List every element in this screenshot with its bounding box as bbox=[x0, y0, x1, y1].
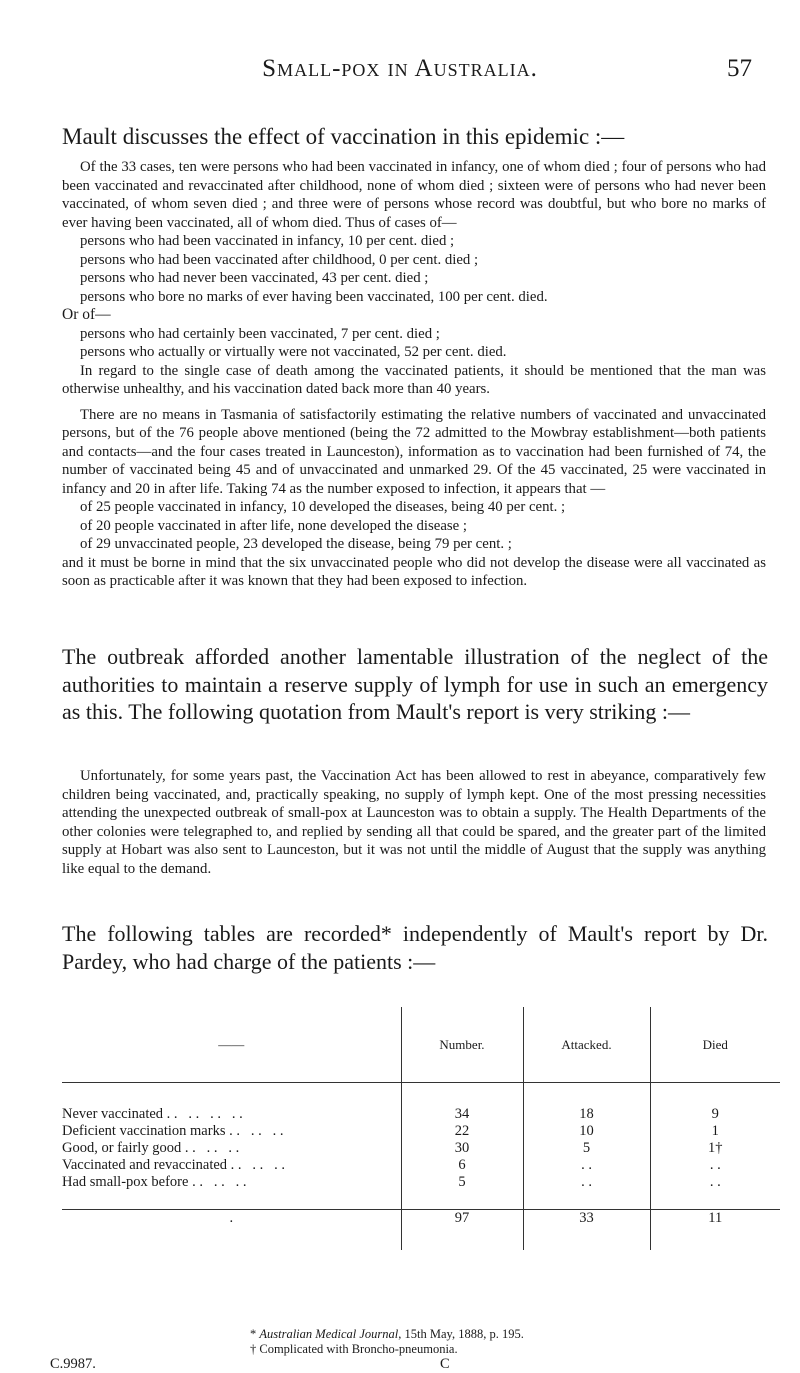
list-item: persons who bore no marks of ever having been vaccinated, 100 per cent. died. bbox=[80, 288, 548, 305]
running-header bbox=[0, 55, 800, 85]
leader-dots: . . . . . . bbox=[230, 1157, 286, 1173]
row-label: Good, or fairly good bbox=[62, 1140, 182, 1156]
footnote-star bbox=[250, 1327, 524, 1342]
large-paragraph-tables bbox=[62, 920, 768, 975]
header-died: Died bbox=[650, 1007, 780, 1083]
cell-attacked: 18 bbox=[523, 1106, 650, 1123]
cell-number: 34 bbox=[401, 1106, 523, 1123]
cell-number: 5 bbox=[401, 1174, 523, 1191]
list-item: of 25 people vaccinated in infancy, 10 developed the diseases, being 40 per cent. ; bbox=[80, 499, 566, 515]
quotation-text: Unfortunately, for some years past, the Vaccination Act has been allowed to rest in abeyance, comparatively few children being vaccinated, and, practically speaking, no supply of lymph kept. One of the most pressing necessities attending the unexpected outbreak of small-pox at Launceston was to obtain a supply. The Health Departments of the other colonies were telegraphed to, and replied by sending all that could be spared, and the greater part of the limited supply at Hobart was also sent to Launceston, but it was not until the middle of August that the supply was anything like equal to the demand. bbox=[62, 768, 766, 877]
row-label: Never vaccinated bbox=[62, 1106, 164, 1122]
total-attacked: 33 bbox=[523, 1210, 650, 1251]
or-of-label: Or of— bbox=[62, 306, 111, 323]
list-item: of 29 unvaccinated people, 23 developed the disease, being 79 per cent. ; bbox=[80, 536, 512, 552]
paragraph-borne-in-mind: and it must be borne in mind that the six unvaccinated people who did not develop the disease were all vaccinated as soon as practicable after it was known that they had been exposed to infection. bbox=[62, 554, 766, 589]
list-item: persons who had been vaccinated after childhood, 0 per cent. died ; bbox=[80, 251, 479, 268]
footnote-dagger: † Complicated with Broncho-pneumonia. bbox=[250, 1342, 458, 1356]
list-item: persons who actually or virtually were not vaccinated, 52 per cent. died. bbox=[80, 344, 507, 360]
outbreak-text: The outbreak afforded another lamentable illustration of the neglect of the authorities to maintain a reserve supply of lymph for use in such an emergency as this. The following quotation from Mault's report is very striking :— bbox=[62, 644, 768, 724]
cell-died: . . bbox=[650, 1157, 780, 1174]
paragraph-single-case: In regard to the single case of death among the vaccinated patients, it should be mentioned that the man was otherwise unhealthy, and his vaccination dated back more than 40 years. bbox=[62, 362, 766, 397]
footnote-star-rest: , 15th May, 1888, p. 195. bbox=[398, 1327, 524, 1341]
total-number: 97 bbox=[401, 1210, 523, 1251]
table-header-row bbox=[62, 1007, 780, 1083]
cell-died: 9 bbox=[650, 1106, 780, 1123]
leader-dots: . . . . . . bbox=[184, 1140, 240, 1156]
paragraph-tasmania: There are no means in Tasmania of satisfactorily estimating the relative numbers of vaccinated and unvaccinated persons, but of the 76 people above mentioned (being the 72 admitted to the Mowbray establishment—both patients and contacts—and the four cases treated in Launceston), information as to vaccination had been furnished of 74, the number of vaccinated being 45 and of unvaccinated and unmarked 29. Of the 45 vaccinated, 25 were vaccinated in infancy and 20 in after life. Taking 74 as the number exposed to infection, it appears that — bbox=[62, 406, 766, 497]
row-label: Had small-pox before bbox=[62, 1174, 189, 1190]
list-item: persons who had certainly been vaccinated, 7 per cent. died ; bbox=[80, 325, 440, 342]
section-intro: Mault discusses the effect of vaccination in this epidemic :— bbox=[62, 124, 625, 149]
table-row bbox=[62, 1140, 780, 1157]
cell-attacked: . . bbox=[523, 1157, 650, 1174]
signature-code: C.9987. bbox=[50, 1356, 96, 1372]
footnote-journal: Australian Medical Journal bbox=[259, 1327, 399, 1341]
table-row bbox=[62, 1123, 780, 1140]
total-died: 11 bbox=[650, 1210, 780, 1251]
cell-number: 6 bbox=[401, 1157, 523, 1174]
cell-attacked: 10 bbox=[523, 1123, 650, 1140]
header-number: Number. bbox=[401, 1007, 523, 1083]
list-item: of 20 people vaccinated in after life, none developed the disease ; bbox=[80, 517, 468, 534]
cell-attacked: . . bbox=[523, 1174, 650, 1191]
table-row bbox=[62, 1174, 780, 1191]
cell-died: 1 bbox=[650, 1123, 780, 1140]
footnotes bbox=[250, 1327, 524, 1357]
leader-dots: . . . . . . bbox=[192, 1174, 247, 1190]
page-number: 57 bbox=[727, 55, 752, 82]
list-item: persons who had never been vaccinated, 43 per cent. died ; bbox=[80, 270, 429, 286]
table-spacer bbox=[62, 1191, 780, 1210]
header-attacked: Attacked. bbox=[523, 1007, 650, 1083]
row-label: Vaccinated and revaccinated bbox=[62, 1157, 228, 1173]
cell-died: . . bbox=[650, 1174, 780, 1191]
header-blank: —— bbox=[62, 1007, 401, 1083]
paragraph-cases: Of the 33 cases, ten were persons who had been vaccinated in infancy, one of whom died ; four of persons who had been vaccinated and revaccinated after childhood, none of whom died ; sixteen were of persons who had never been vaccinated, of whom seven died ; and three were of persons whose record was doubtful, but who bore no marks of ever having been vaccinated, all of whom died. Thus of cases of— bbox=[62, 159, 766, 231]
quotation-block bbox=[62, 767, 766, 878]
row-label: Deficient vaccination marks bbox=[62, 1123, 226, 1139]
leader-dots: . . . . . . . . bbox=[166, 1106, 243, 1122]
tables-intro-text: The following tables are recorded* independently of Mault's report by Dr. Pardey, who had charge of the patients :— bbox=[62, 921, 768, 974]
large-paragraph-outbreak bbox=[62, 643, 768, 726]
running-title: Small-pox in Australia. bbox=[262, 55, 538, 82]
table-totals-row bbox=[62, 1210, 780, 1251]
body-block-1 bbox=[62, 158, 766, 591]
table-row bbox=[62, 1157, 780, 1174]
table-row bbox=[62, 1106, 780, 1123]
cell-number: 22 bbox=[401, 1123, 523, 1140]
cell-died: 1† bbox=[650, 1140, 780, 1157]
totals-label: . bbox=[62, 1210, 401, 1251]
list-item: persons who had been vaccinated in infancy, 10 per cent. died ; bbox=[80, 233, 455, 249]
signature-letter: C bbox=[440, 1356, 450, 1372]
footnote-star-mark: * bbox=[250, 1327, 260, 1341]
table-spacer bbox=[62, 1083, 780, 1107]
leader-dots: . . . . . . bbox=[229, 1123, 284, 1139]
cell-attacked: 5 bbox=[523, 1140, 650, 1157]
vaccination-table bbox=[62, 1007, 780, 1250]
cell-number: 30 bbox=[401, 1140, 523, 1157]
